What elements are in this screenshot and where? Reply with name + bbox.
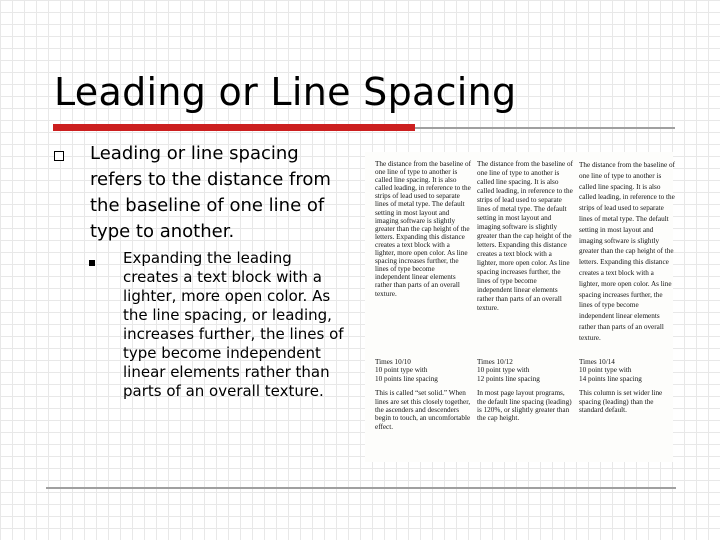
caption-line: 10 point type with — [477, 366, 530, 375]
sub-bullet-text: Expanding the leading creates a text block with a lighter, more open color. As the line spacing, or leading, increases further, the lines of type become independent linear elements rather than parts of an overall texture. — [123, 249, 344, 400]
caption-line: 12 points line spacing — [477, 374, 540, 383]
figure-caption-10-14 — [579, 358, 675, 414]
sample-paragraph: The distance from the baseline of one line of type to another is called line spacing. It is also called leading, in reference to the strips of lead used to separate lines of metal type. The default setting in most layout and imaging software is slightly greater than the cap height of the letters. Expanding this distance creates a text block with a lighter, more open color. As line spacing increases further, the lines of type become independent linear elements rather than parts of an overall texture. — [375, 160, 471, 298]
caption-line: 10 point type with — [375, 366, 428, 375]
title-underline-gray — [415, 127, 675, 129]
slide-title: Leading or Line Spacing — [54, 70, 517, 114]
caption-line: 10 points line spacing — [375, 374, 438, 383]
filled-square-bullet-icon — [89, 260, 95, 266]
figure-caption-10-12 — [477, 358, 573, 423]
sample-paragraph: The distance from the baseline of one line of type to another is called line spacing. It is also called leading, in reference to the strips of lead used to separate lines of metal type. The default setting in most layout and imaging software is slightly greater than the cap height of the letters. Expanding this distance creates a text block with a lighter, more open color. As line spacing increases further, the lines of type become independent linear elements rather than parts of an overall texture. — [579, 161, 675, 342]
figure-column-10-12 — [477, 160, 573, 313]
caption-line: 14 points line spacing — [579, 374, 642, 383]
bottom-rule — [46, 487, 676, 489]
caption-note: In most page layout programs, the default line spacing (leading) is 120%, or slightly greater than the cap height. — [477, 389, 572, 423]
hollow-square-bullet-icon — [54, 151, 64, 161]
caption-line: Times 10/10 — [375, 358, 411, 366]
leading-comparison-figure — [365, 152, 673, 462]
caption-line: Times 10/12 — [477, 358, 513, 366]
caption-note: This column is set wider line spacing (leading) than the standard default. — [579, 389, 663, 415]
figure-column-10-10 — [375, 160, 471, 298]
caption-line: 10 point type with — [579, 366, 632, 375]
figure-column-10-14 — [579, 160, 675, 344]
sample-paragraph: The distance from the baseline of one line of type to another is called line spacing. It is also called leading, in reference to the strips of lead used to separate lines of metal type. The default setting in most layout and imaging software is slightly greater than the cap height of the letters. Expanding this distance creates a text block with a lighter, more open color. As line spacing increases further, the lines of type become independent linear elements rather than parts of an overall texture. — [477, 160, 573, 312]
title-underline-red — [53, 124, 415, 131]
caption-line: Times 10/14 — [579, 358, 615, 366]
main-bullet-text: Leading or line spacing refers to the distance from the baseline of one line of type to another. — [90, 143, 331, 242]
figure-caption-10-10 — [375, 358, 471, 431]
caption-note: This is called “set solid.” When lines are set this closely together, the ascenders and descenders begin to touch, an uncomfortable effect. — [375, 389, 471, 431]
